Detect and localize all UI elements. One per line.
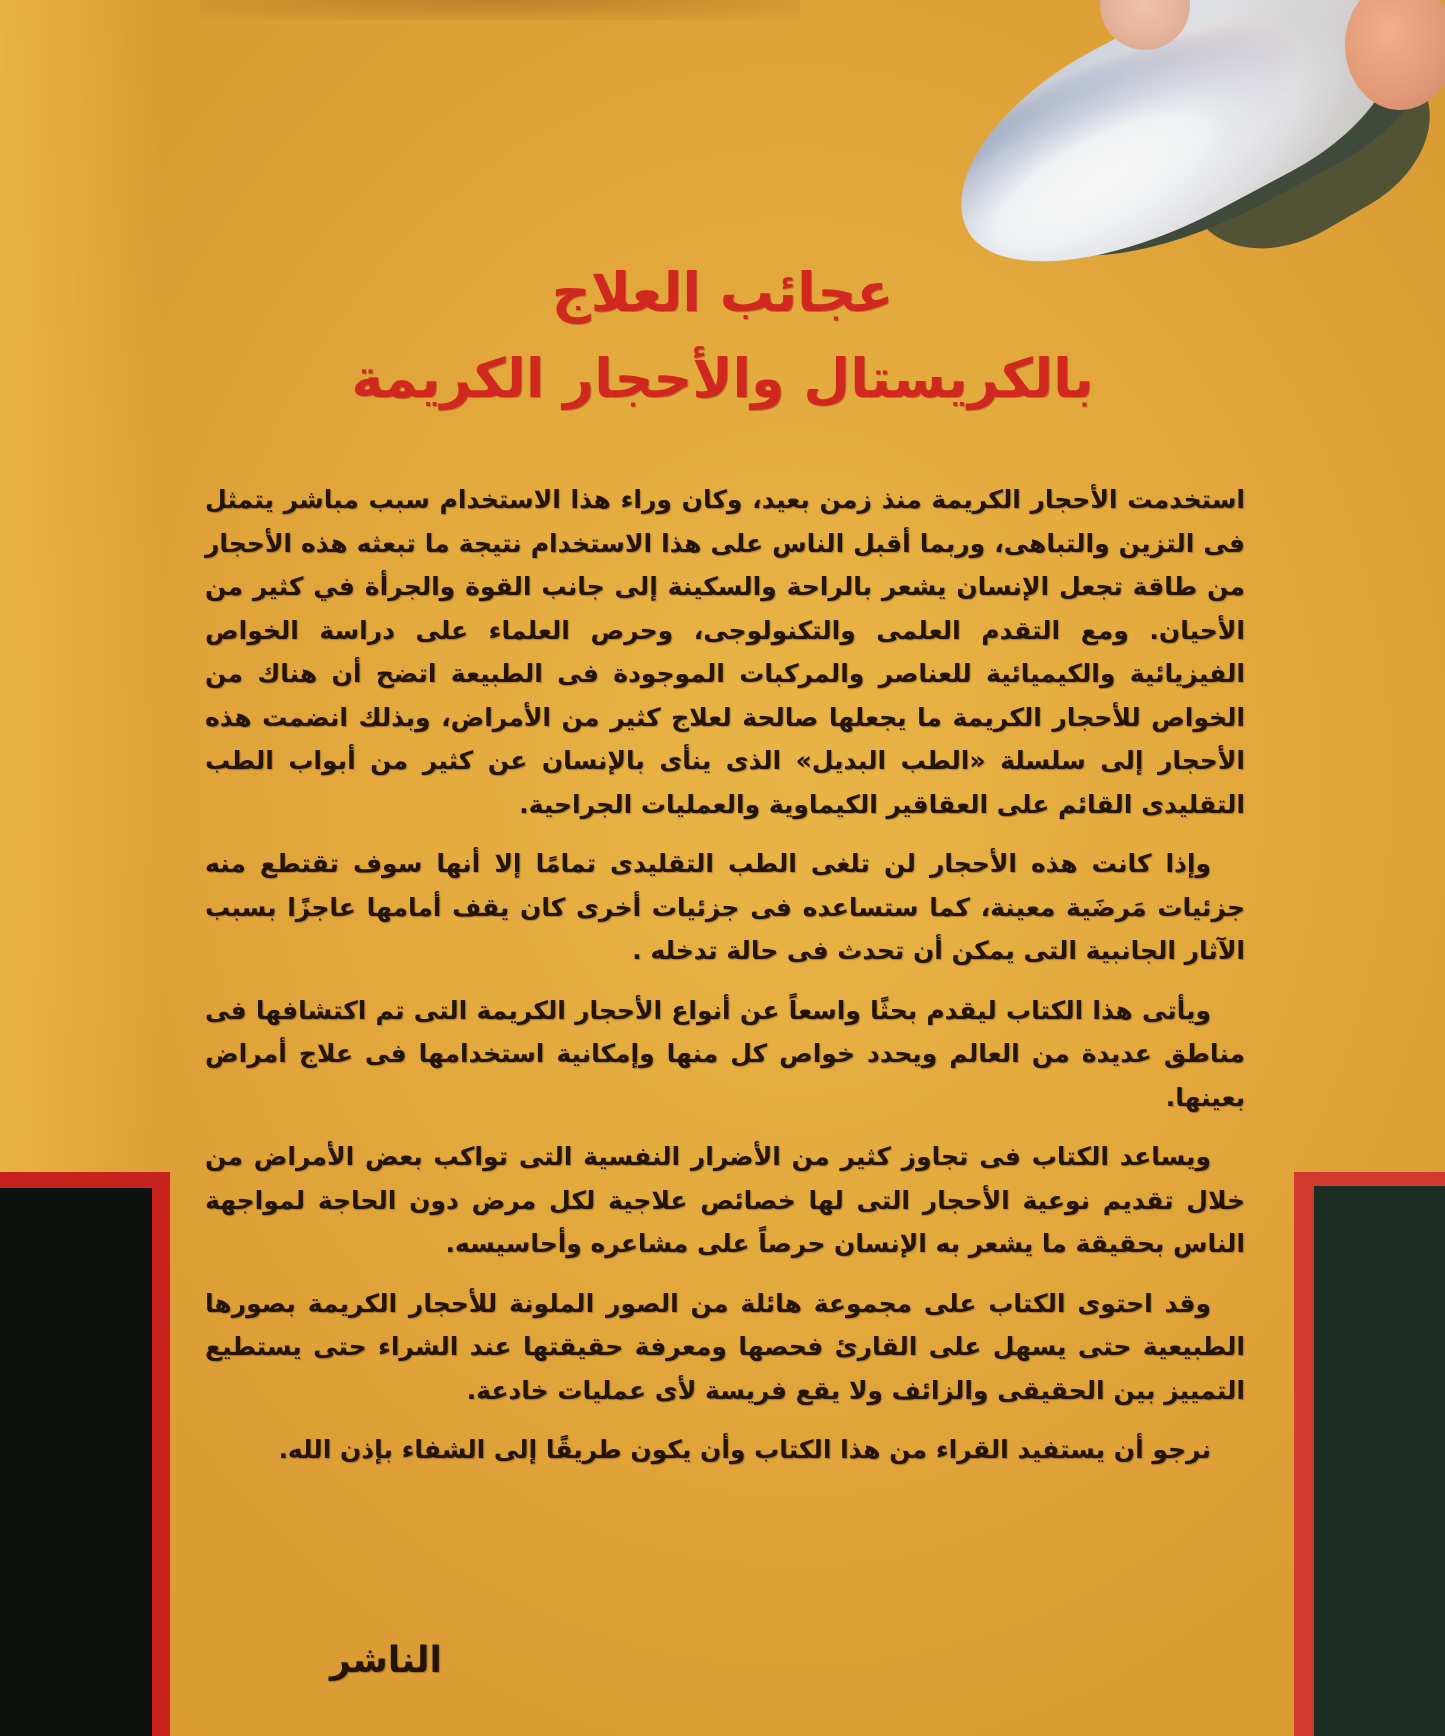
lighting-gradient (0, 0, 160, 1180)
crystal-photo (920, 0, 1445, 280)
paragraph-traditional-medicine: وإذا كانت هذه الأحجار لن تلغى الطب التقليدى تمامًا إلا أنها سوف تقتطع منه جزئيات مَرضَية معينة، كما ستساعده فى جزئيات أخرى كان يقف أمامها عاجزًا بسبب الآثار الجانبية التى يمكن أن تحدث فى حالة تدخله . (205, 849, 1245, 965)
paragraph-intro: استخدمت الأحجار الكريمة منذ زمن بعيد، وكان وراء هذا الاستخدام سبب مباشر يتمثل فى التزين والتباهى، وربما أقبل الناس على هذا الاستخدام نتيجة ما تبعثه هذه الأحجار من طاقة تجعل الإنسان يشعر بالراحة والسكينة إلى جانب القوة والجرأة في كثير من الأحيان. ومع التقدم العلمى والتكنولوجى، وحرص العلماء على دراسة الخواص الفيزيائية والكيميائية للعناصر والمركبات الموجودة فى الطبيعة اتضح أن هناك من الخواص للأحجار الكريمة ما يجعلها صالحة لعلاج كثير من الأمراض، وبذلك انضمت هذه الأحجار إلى سلسلة «الطب البديل» الذى ينأى بالإنسان عن كثير من أبواب الطب التقليدى القائم على العقاقير الكيماوية والعمليات الجراحية. (205, 485, 1245, 819)
right-dark-panel (1294, 1172, 1445, 1736)
book-title (0, 250, 1445, 422)
paragraph-closing: نرجو أن يستفيد القراء من هذا الكتاب وأن يكون طريقًا إلى الشفاء بإذن الله. (278, 1435, 1211, 1464)
title-line-1: عجائب العلاج (551, 261, 894, 324)
left-dark-panel (0, 1172, 170, 1736)
paragraph-color-photos: وقد احتوى الكتاب على مجموعة هائلة من الصور الملونة للأحجار الكريمة بصورها الطبيعية حتى يسهل على القارئ فحصها ومعرفة حقيقتها عند الشراء حتى يستطيع التمييز بين الحقيقى والزائف ولا يقع فريسة لأى عمليات خادعة. (205, 1288, 1245, 1405)
paragraph-book-research: ويأتى هذا الكتاب ليقدم بحثًا واسعاً عن أنواع الأحجار الكريمة التى تم اكتشافها فى مناطق عديدة من العالم ويحدد خواص كل منها وإمكانية استخدامها فى علاج أمراض بعينها. (205, 995, 1245, 1112)
paragraph-psychological: ويساعد الكتاب فى تجاوز كثير من الأضرار النفسية التى تواكب بعض الأمراض من خلال تقديم نوعية الأحجار التى لها خصائص علاجية لكل مرض دون الحاجة لمواجهة الناس بحقيقة ما يشعر به الإنسان حرصاً على مشاعره وأحاسيسه. (205, 1142, 1245, 1258)
title-line-2: بالكريستال والأحجار الكريمة (351, 347, 1094, 410)
blurb-text (205, 478, 1245, 1488)
top-shadow (200, 0, 800, 20)
publisher-signature: الناشر (330, 1640, 442, 1681)
